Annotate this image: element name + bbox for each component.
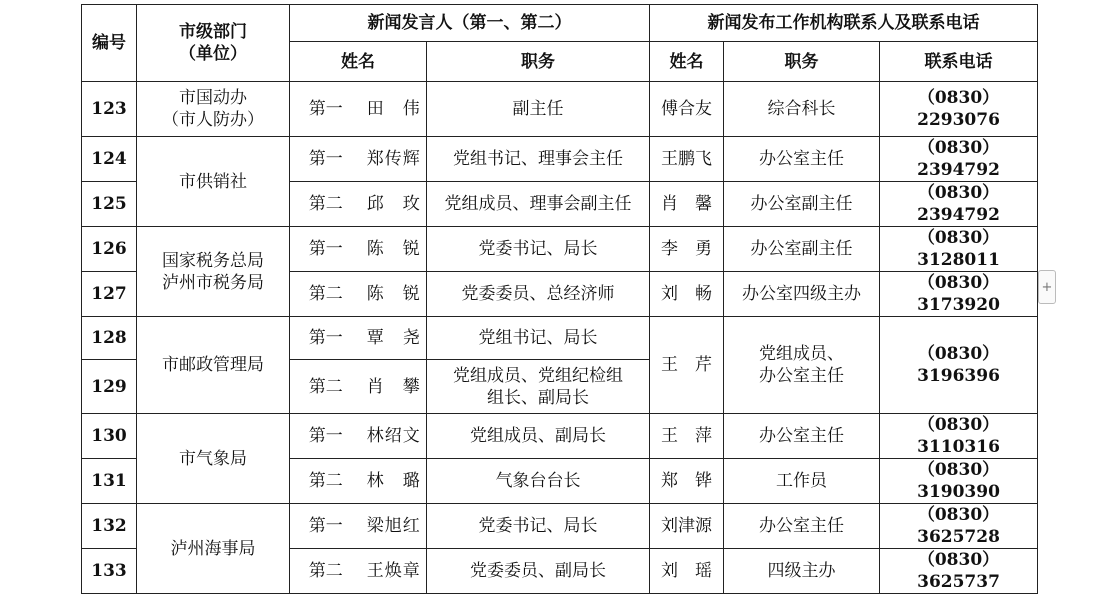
contact-phone: （0830）2293076 [880, 82, 1038, 137]
dept-line: （市人防办） [162, 110, 264, 130]
dept-line: 市气象局 [179, 448, 247, 469]
dept-cell [137, 504, 290, 594]
spokesperson-title: 党组书记、理事会主任 [427, 137, 650, 182]
dept-cell [137, 137, 290, 227]
spokesperson-order: 第一 [290, 317, 362, 360]
row-number: 130 [82, 414, 137, 459]
dept-cell [137, 317, 290, 414]
dept-line: 市国动办 [179, 88, 247, 108]
spokesperson-name: 林绍文 [362, 414, 427, 459]
dept-line: 泸州海事局 [170, 538, 256, 559]
row-number: 127 [82, 272, 137, 317]
spokesperson-title: 气象台台长 [427, 459, 650, 504]
contact-phone: （0830）3625728 [880, 504, 1038, 549]
row-number: 132 [82, 504, 137, 549]
header-dept-line1: 市级部门 [179, 22, 247, 42]
spokesperson-order: 第二 [290, 360, 362, 414]
spokesperson-order: 第一 [290, 504, 362, 549]
contact-phone: （0830）2394792 [880, 182, 1038, 227]
dept-cell [137, 82, 290, 137]
spokesperson-name: 郑传辉 [362, 137, 427, 182]
row-number: 129 [82, 360, 137, 414]
spokesperson-order: 第二 [290, 182, 362, 227]
contact-name: 刘 畅 [650, 272, 724, 317]
header-ct-name: 姓名 [650, 42, 724, 82]
contact-title: 办公室四级主办 [724, 272, 880, 317]
spokesperson-title: 党委书记、局长 [427, 227, 650, 272]
spokesperson-title: 副主任 [427, 82, 650, 137]
header-sp-title: 职务 [427, 42, 650, 82]
dept-line: 市供销社 [179, 171, 247, 192]
spokesperson-name: 覃 尧 [362, 317, 427, 360]
add-row-button[interactable] [1038, 270, 1056, 304]
spokesperson-title: 党委委员、总经济师 [427, 272, 650, 317]
contact-name: 李 勇 [650, 227, 724, 272]
table-row [82, 504, 1038, 549]
header-ct-phone: 联系电话 [880, 42, 1038, 82]
spokesperson-name: 肖 攀 [362, 360, 427, 414]
header-contact-group: 新闻发布工作机构联系人及联系电话 [650, 5, 1038, 42]
spokesperson-order: 第一 [290, 82, 362, 137]
row-number: 124 [82, 137, 137, 182]
dept-line: 国家税务总局 [162, 250, 264, 271]
header-ct-title: 职务 [724, 42, 880, 82]
contact-phone: （0830）3196396 [880, 317, 1038, 414]
contact-name: 刘 瑶 [650, 549, 724, 594]
header-spokesperson: 新闻发言人（第一、第二） [290, 5, 650, 42]
contact-title: 综合科长 [724, 82, 880, 137]
contact-title: 办公室主任 [724, 137, 880, 182]
spokesperson-order: 第二 [290, 549, 362, 594]
row-number: 128 [82, 317, 137, 360]
contact-phone: （0830）3128011 [880, 227, 1038, 272]
spokesperson-title: 党委书记、局长 [427, 504, 650, 549]
spokesperson-title: 党委委员、副局长 [427, 549, 650, 594]
spokesperson-title: 党组书记、局长 [427, 317, 650, 360]
table-row [82, 414, 1038, 459]
row-number: 126 [82, 227, 137, 272]
spokesperson-name: 田 伟 [362, 82, 427, 137]
contact-title: 工作员 [724, 459, 880, 504]
dept-line: 市邮政管理局 [162, 355, 264, 375]
row-number: 131 [82, 459, 137, 504]
header-dept [137, 5, 290, 82]
contact-name: 刘津源 [650, 504, 724, 549]
spokesperson-order: 第二 [290, 272, 362, 317]
contact-phone: （0830）3110316 [880, 414, 1038, 459]
spokesperson-title-line: 党组成员、党组纪检组 [453, 365, 623, 386]
spokesperson-order: 第一 [290, 414, 362, 459]
table-row [82, 82, 1038, 137]
contact-name: 郑 铧 [650, 459, 724, 504]
contact-title: 办公室副主任 [724, 182, 880, 227]
spokesperson-title-line: 组长、副局长 [487, 387, 589, 408]
spokesperson-name: 陈 锐 [362, 272, 427, 317]
spokesperson-name: 邱 玫 [362, 182, 427, 227]
spokesperson-name: 林 璐 [362, 459, 427, 504]
contact-phone: （0830）3190390 [880, 459, 1038, 504]
contact-title-line: 办公室主任 [759, 366, 845, 386]
contact-name: 王 芹 [650, 317, 724, 414]
table-row [82, 137, 1038, 182]
spokesperson-name: 梁旭红 [362, 504, 427, 549]
header-number: 编号 [82, 5, 137, 82]
row-number: 125 [82, 182, 137, 227]
dept-cell [137, 227, 290, 317]
spokesperson-order: 第一 [290, 227, 362, 272]
header-dept-line2: （单位） [179, 44, 247, 64]
contact-name: 肖 馨 [650, 182, 724, 227]
contact-title: 办公室主任 [724, 504, 880, 549]
contact-name: 王鹏飞 [650, 137, 724, 182]
contact-title-line: 党组成员、 [759, 344, 845, 364]
contact-phone: （0830）3625737 [880, 549, 1038, 594]
spokesperson-title [427, 360, 650, 414]
spokesperson-title: 党组成员、副局长 [427, 414, 650, 459]
header-sp-name: 姓名 [290, 42, 427, 82]
contact-title [724, 317, 880, 414]
contact-title: 办公室主任 [724, 414, 880, 459]
row-number: 133 [82, 549, 137, 594]
spokesperson-order: 第一 [290, 137, 362, 182]
contact-phone: （0830）2394792 [880, 137, 1038, 182]
spokesperson-name: 王焕章 [362, 549, 427, 594]
plus-icon: + [1041, 279, 1053, 295]
contact-title: 四级主办 [724, 549, 880, 594]
row-number: 123 [82, 82, 137, 137]
dept-cell [137, 414, 290, 504]
spokesperson-table [81, 4, 1038, 594]
dept-line: 泸州市税务局 [162, 272, 264, 293]
spokesperson-title: 党组成员、理事会副主任 [427, 182, 650, 227]
contact-name: 王 萍 [650, 414, 724, 459]
contact-phone: （0830）3173920 [880, 272, 1038, 317]
spokesperson-name: 陈 锐 [362, 227, 427, 272]
table-row [82, 227, 1038, 272]
contact-title: 办公室副主任 [724, 227, 880, 272]
table-row [82, 317, 1038, 360]
contact-name: 傅合友 [650, 82, 724, 137]
spokesperson-order: 第二 [290, 459, 362, 504]
